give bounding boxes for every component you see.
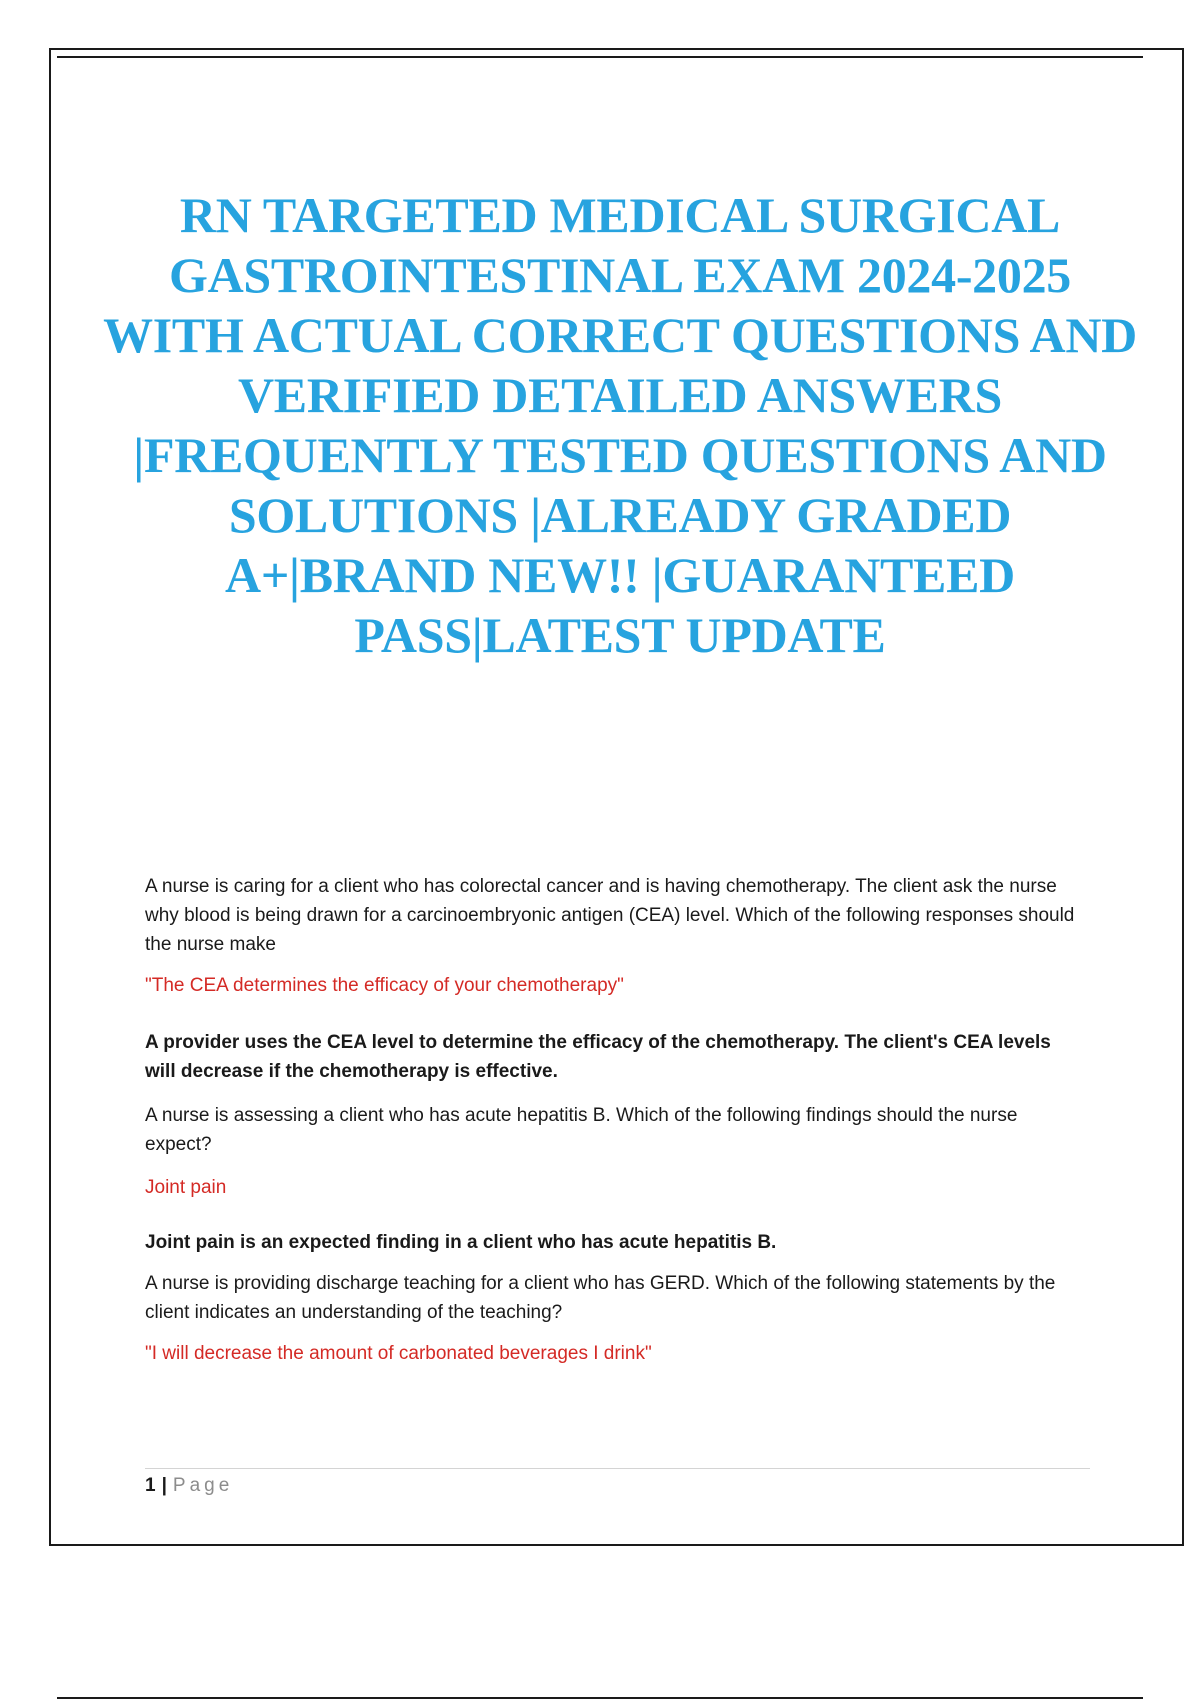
document-title: RN TARGETED MEDICAL SURGICAL GASTROINTESTINAL EXAM 2024-2025 WITH ACTUAL CORRECT QUESTIONS AND VERIFIED DETAILED ANSWERS |FREQUENTLY TESTED QUESTIONS AND SOLUTIONS |ALREADY GRADED A+|BRAND NEW!! |GUARANTEED PASS|LATEST UPDATE — [103, 187, 1137, 663]
top-rule — [57, 56, 1143, 58]
qa-content — [145, 872, 1085, 1368]
rationale-2: Joint pain is an expected finding in a client who has acute hepatitis B. — [145, 1232, 777, 1253]
footer-rule — [145, 1468, 1090, 1469]
answer-3: "I will decrease the amount of carbonated beverages I drink" — [145, 1343, 652, 1364]
page-number: 1 — [145, 1475, 156, 1496]
question-1: A nurse is caring for a client who has colorectal cancer and is having chemotherapy. The client ask the nurse why blood is being drawn for a carcinoembryonic antigen (CEA) level. Which of the following responses should the nurse make — [145, 876, 1075, 955]
page-footer — [145, 1474, 233, 1498]
page-label: Page — [172, 1475, 234, 1496]
page-separator: | — [161, 1475, 167, 1496]
rationale-1: A provider uses the CEA level to determine the efficacy of the chemotherapy. The client's CEA levels will decrease if the chemotherapy is effective. — [145, 1032, 1051, 1082]
question-3: A nurse is providing discharge teaching for a client who has GERD. Which of the following statements by the client indicates an understanding of the teaching? — [145, 1273, 1056, 1323]
answer-2: Joint pain — [145, 1177, 227, 1198]
answer-1: "The CEA determines the efficacy of your chemotherapy" — [145, 975, 624, 996]
question-2: A nurse is assessing a client who has acute hepatitis B. Which of the following findings should the nurse expect? — [145, 1105, 1018, 1155]
next-page-top-rule — [57, 1697, 1143, 1699]
